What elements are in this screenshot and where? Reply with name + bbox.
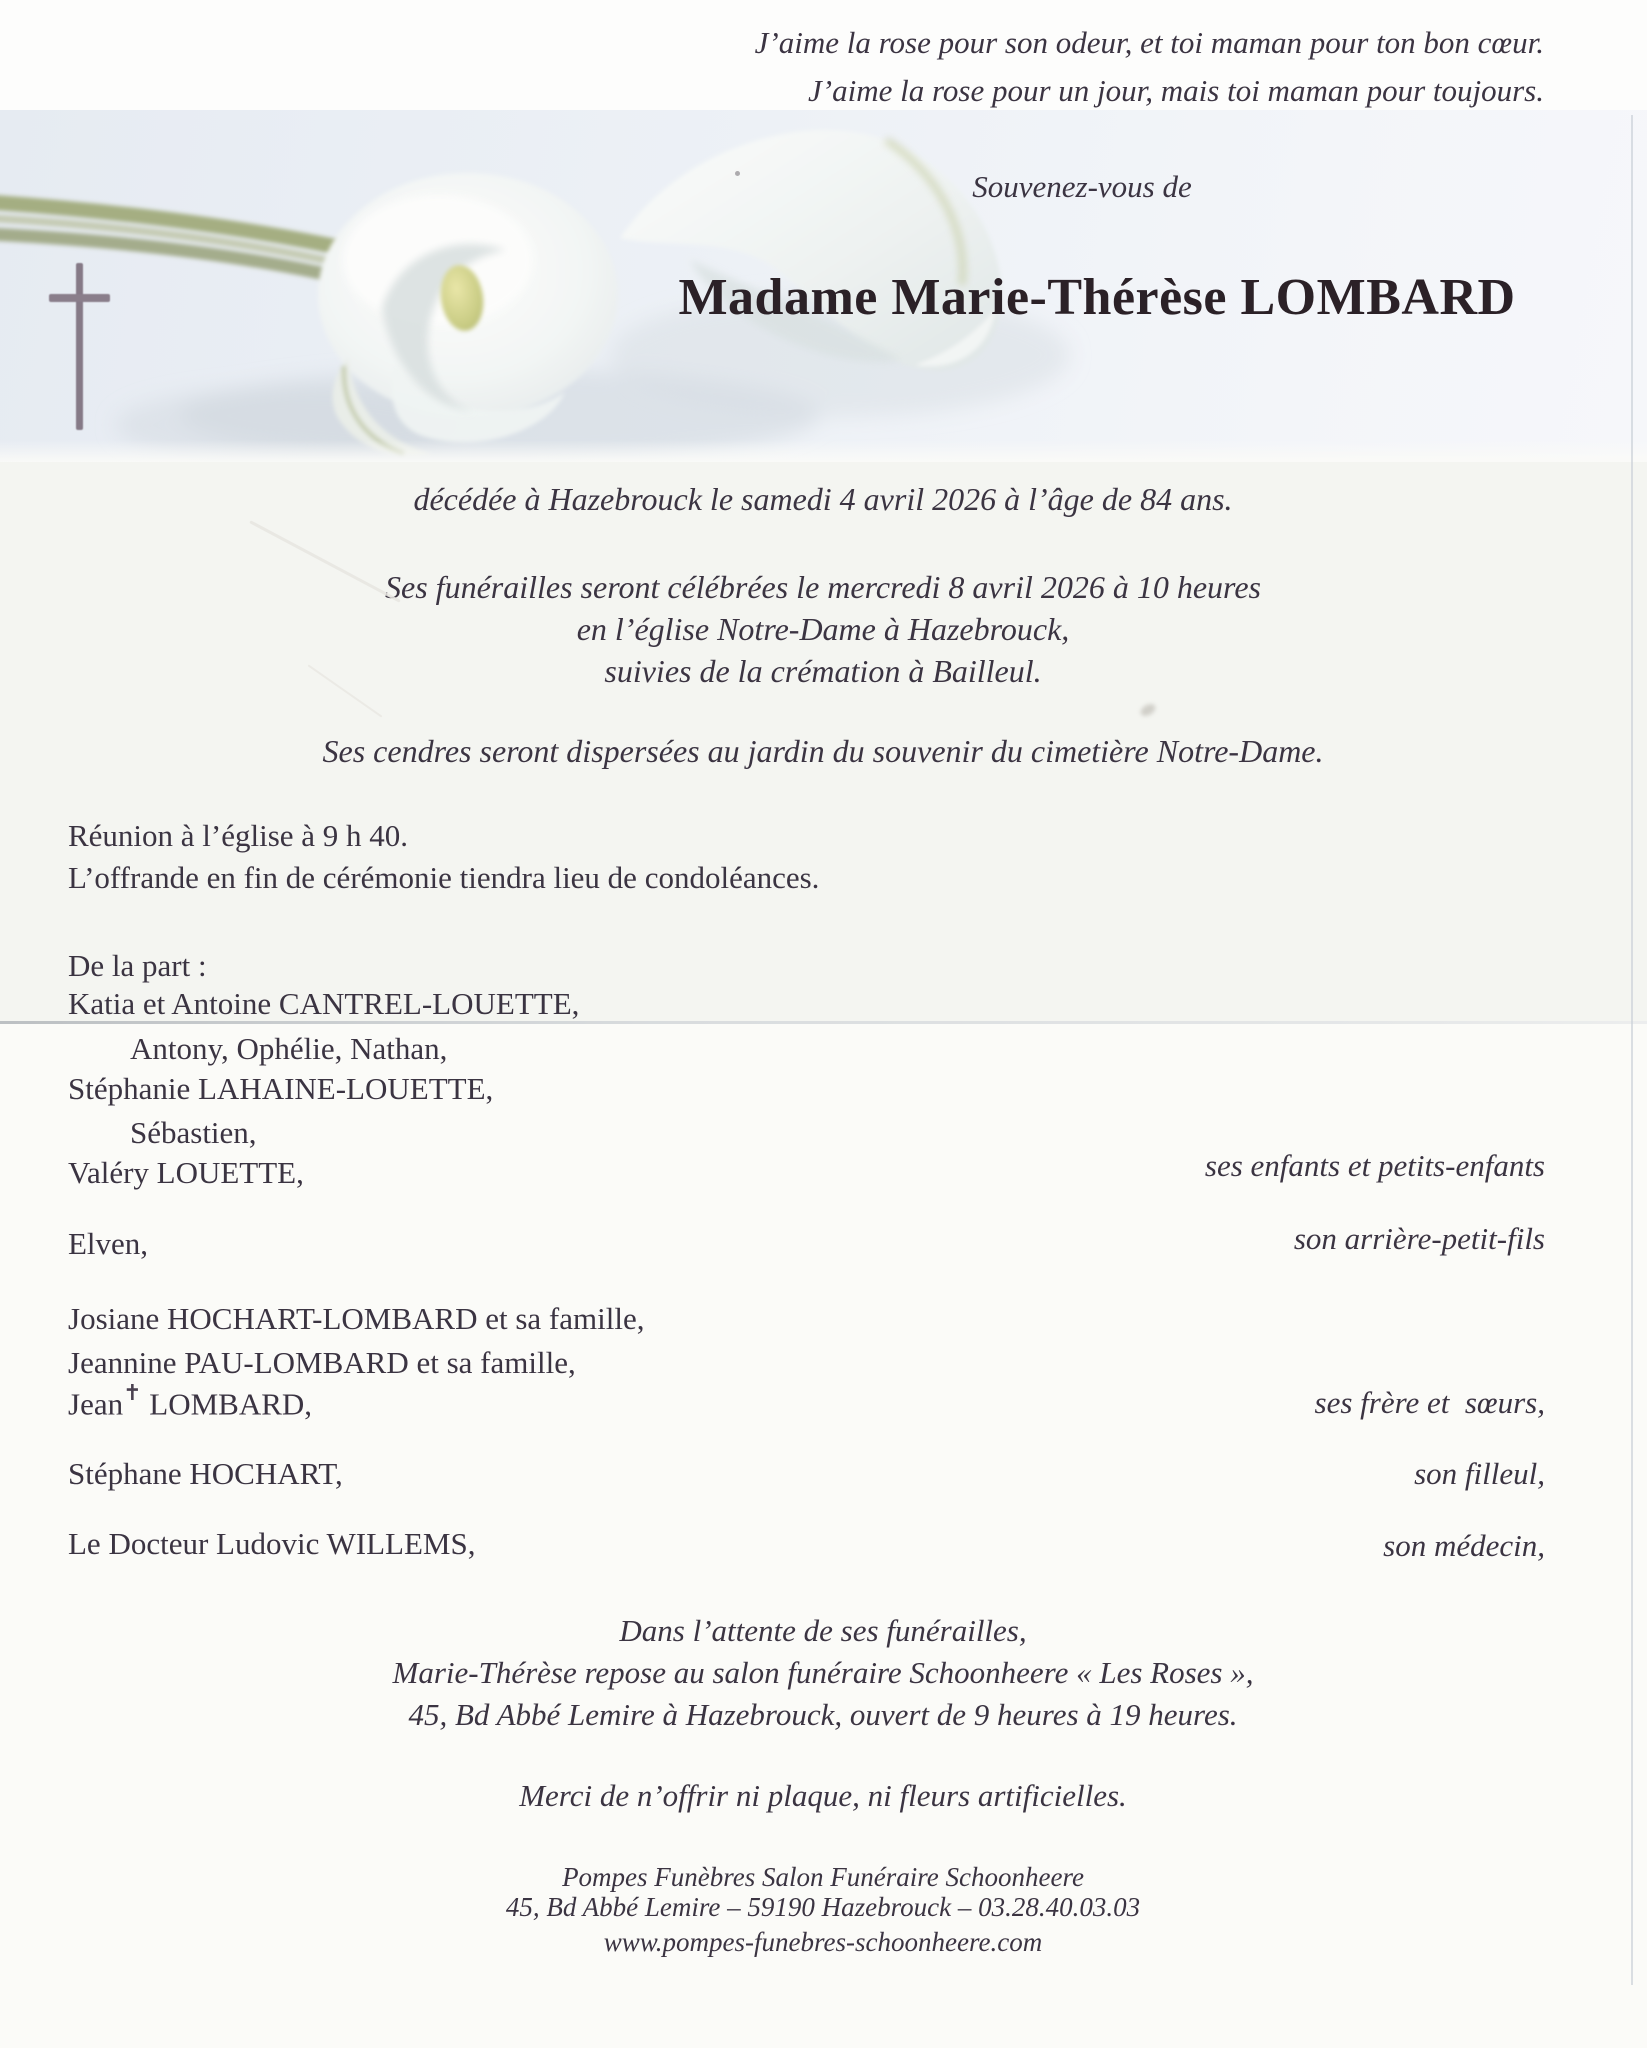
family-member-line: Antony, Ophélie, Nathan, bbox=[130, 1031, 448, 1066]
funeral-home-address: 45, Bd Abbé Lemire – 59190 Hazebrouck – 03.28.40.03.03 bbox=[505, 1892, 1141, 1922]
paper-fold-line bbox=[0, 1021, 1647, 1024]
family-member-line: Elven, bbox=[68, 1226, 149, 1261]
viewing-hours-line: 45, Bd Abbé Lemire à Hazebrouck, ouvert de 9 heures à 19 heures. bbox=[408, 1697, 1238, 1732]
family-member-line: Stéphanie LAHAINE-LOUETTE, bbox=[68, 1071, 494, 1106]
relation-label: ses enfants et petits-enfants bbox=[1204, 1148, 1545, 1183]
family-intro-label: De la part : bbox=[68, 948, 207, 983]
deceased-cross-mark: ✝ bbox=[123, 1380, 142, 1405]
deceased-name-title: Madame Marie-Thérèse LOMBARD bbox=[678, 269, 1516, 326]
remember-label: Souvenez-vous de bbox=[972, 169, 1192, 204]
paper-edge-line bbox=[1631, 115, 1633, 1985]
family-member-line: Le Docteur Ludovic WILLEMS, bbox=[68, 1526, 476, 1561]
family-member-first-name: Jean bbox=[68, 1386, 124, 1422]
viewing-info bbox=[6, 1610, 1640, 1736]
opening-quote bbox=[755, 19, 1544, 115]
family-member-line: Valéry LOUETTE, bbox=[68, 1155, 304, 1190]
cross-horizontal-bar bbox=[49, 294, 110, 302]
family-member-line: Katia et Antoine CANTREL-LOUETTE, bbox=[68, 986, 580, 1021]
offering-condolences-line: L’offrande en fin de cérémonie tiendra lieu de condoléances. bbox=[68, 860, 820, 895]
relation-label: son filleul, bbox=[1414, 1456, 1545, 1491]
family-member-line: Josiane HOCHART-LOMBARD et sa famille, bbox=[68, 1301, 645, 1336]
cremation-line: suivies de la crémation à Bailleul. bbox=[604, 653, 1042, 689]
funeral-date-line: Ses funérailles seront célébrées le mercredi 8 avril 2026 à 10 heures bbox=[385, 569, 1261, 605]
relation-label: ses frère et sœurs, bbox=[1314, 1385, 1545, 1420]
viewing-intro-line: Dans l’attente de ses funérailles, bbox=[619, 1613, 1027, 1648]
church-meeting-line: Réunion à l’église à 9 h 40. bbox=[68, 818, 409, 853]
no-flowers-line: Merci de n’offrir ni plaque, ni fleurs artificielles. bbox=[519, 1778, 1127, 1813]
funeral-home-website: www.pompes-funebres-schoonheere.com bbox=[603, 1927, 1043, 1957]
ashes-dispersal-line: Ses cendres seront dispersées au jardin du souvenir du cimetière Notre-Dame. bbox=[322, 733, 1324, 769]
church-line: en l’église Notre-Dame à Hazebrouck, bbox=[576, 611, 1070, 647]
family-member-line: Jeannine PAU-LOMBARD et sa famille, bbox=[68, 1345, 576, 1380]
quote-line: J’aime la rose pour son odeur, et toi maman pour ton bon cœur. bbox=[754, 25, 1544, 60]
relation-label: son arrière-petit-fils bbox=[1293, 1221, 1545, 1256]
cross-vertical-bar bbox=[76, 263, 83, 430]
relation-label: son médecin, bbox=[1383, 1528, 1545, 1563]
family-member-surname: LOMBARD, bbox=[141, 1386, 313, 1422]
scan-speck bbox=[735, 171, 740, 176]
viewing-location-line: Marie-Thérèse repose au salon funéraire Schoonheere « Les Roses », bbox=[392, 1655, 1254, 1690]
funeral-home-name: Pompes Funèbres Salon Funéraire Schoonheere bbox=[562, 1862, 1084, 1892]
family-member-line bbox=[68, 1380, 313, 1422]
death-announcement-line: décédée à Hazebrouck le samedi 4 avril 2026 à l’âge de 84 ans. bbox=[413, 481, 1233, 517]
family-member-line: Stéphane HOCHART, bbox=[68, 1456, 343, 1491]
family-member-line: Sébastien, bbox=[130, 1115, 257, 1150]
funeral-details bbox=[6, 566, 1640, 692]
quote-line: J’aime la rose pour un jour, mais toi maman pour toujours. bbox=[808, 73, 1544, 108]
